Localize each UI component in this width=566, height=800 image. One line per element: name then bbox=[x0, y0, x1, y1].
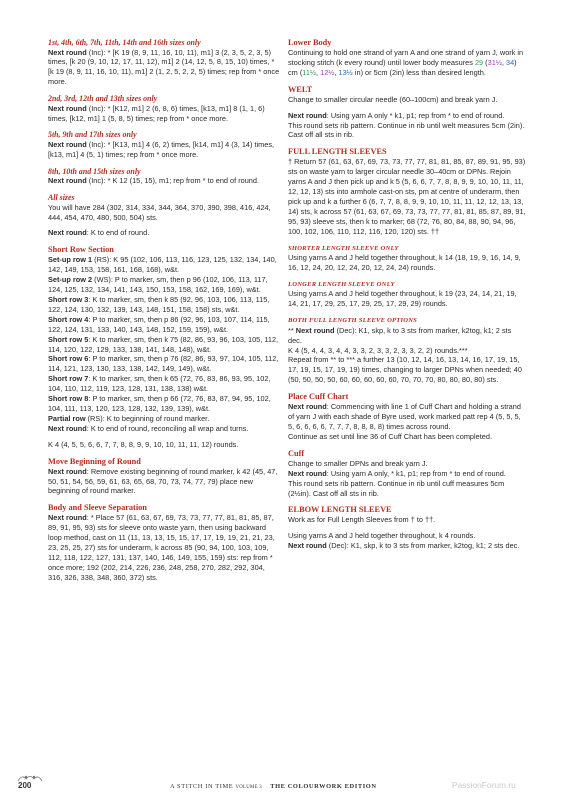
round-label: Next round bbox=[288, 110, 327, 120]
size-measure-green: 11½ bbox=[302, 67, 317, 77]
sizes-heading: 2nd, 3rd, 12th and 13th sizes only bbox=[48, 94, 158, 104]
instruction: Next round (Inc): * K 12 (15, 15), m1; rep from * to end of round. bbox=[48, 176, 260, 186]
sizes-group-2 bbox=[48, 94, 280, 123]
instruction: Next round: Remove existing beginning of round marker, k 42 (45, 47, 50, 51, 54, 56, 59, 61, 63, 65, 68, 70, 73, 74, 77, 79) place new beginning of round marker. bbox=[48, 466, 278, 496]
instruction: Next round: * Place 57 (61, 63, 67, 69, 73, 73, 77, 77, 81, 81, 85, 87, 89, 91, 95, 93) sts for sleeve onto waste yarn, then using backward loop method, cast on 11 (11, 13, 13, 15, 15, 17, 17, 19, 19, 21, 21, 23, 23, 25, 25, 27) sts for underarm, k across 85 (90, 94, 100, 103, 109, 112, 118, 122, 127, 131, 137, 140, 146, 149, 155, 159) sts: rep from * once more; 192 (202, 214, 226, 236, 248, 258, 270, 282, 292, 304, 316, 326, 338, 348, 360, 372) sts. bbox=[48, 513, 275, 582]
row-label: Short row 7 bbox=[48, 374, 89, 384]
page-number: 200 bbox=[18, 781, 32, 790]
short-row-section bbox=[48, 245, 280, 449]
place-cuff-chart-section bbox=[288, 392, 526, 442]
round-label: Next round bbox=[288, 402, 327, 412]
instruction: Next round: Using yarn A only * k1, p1; rep from * to end of round. bbox=[288, 110, 505, 120]
site-watermark: PassionForum.ru bbox=[452, 780, 516, 790]
move-beginning-section bbox=[48, 457, 280, 497]
section-heading: Short Row Section bbox=[48, 245, 114, 255]
sizes-group-1 bbox=[48, 38, 280, 87]
row-label: Short row 5 bbox=[48, 334, 89, 344]
instruction: Set-up row 1 (RS): K 95 (102, 106, 113, 116, 123, 125, 132, 134, 140, 142, 149, 153, 158, 161, 168, 168), w&t. bbox=[48, 255, 277, 275]
welt-section bbox=[288, 85, 526, 141]
right-column bbox=[288, 38, 526, 558]
instruction: Next round: K to end of round. bbox=[48, 228, 150, 238]
row-label: Set-up row 1 bbox=[48, 255, 93, 265]
row-label: Short row 8 bbox=[48, 394, 89, 404]
section-heading: FULL LENGTH SLEEVES bbox=[288, 147, 387, 157]
size-measure-blue: 34 bbox=[506, 57, 515, 67]
full-length-sleeves-section bbox=[288, 147, 526, 236]
instruction: Using yarns A and J held together throughout, k 14 (18, 19, 9, 16, 14, 9, 16, 12, 24, 20, 12, 24, 20, 12, 24, 24) rounds. bbox=[288, 253, 521, 272]
elbow-length-sleeve-section bbox=[288, 505, 526, 551]
instruction: Short row 8: P to marker, sm, then p 66 (72, 76, 83, 87, 94, 95, 102, 104, 111, 113, 120, 123, 128, 132, 139, 139), w&t. bbox=[48, 394, 271, 413]
row-label: Partial row bbox=[48, 413, 86, 423]
instruction: Next round (Inc): * [K 19 (8, 9, 11, 16, 10, 11), m1] 3 (2, 3, 5, 2, 3, 5) times, [k 20 (9, 10, 12, 17, 11, 12), m1] 2 (14, 12, 5, 8, 15, 10) times, * [k 19 (8, 9, 11, 16, 10, 11), m1] 2 (1, 2, 5, 2, 2, 5) times; rep from * once more. bbox=[48, 47, 280, 87]
body-sleeve-separation-section bbox=[48, 503, 280, 582]
instruction: Short row 7: K to marker, sm, then k 65 (72, 76, 83, 86, 93, 95, 102, 104, 110, 112, 119, 123, 128, 131, 138, 138) w&t. bbox=[48, 374, 271, 394]
instruction: K 4 (4, 5, 5, 6, 6, 7, 7, 8, 8, 9, 9, 10, 10, 11, 11, 12) rounds. bbox=[48, 439, 239, 449]
lower-body-section bbox=[288, 38, 526, 78]
instruction: Continuing to hold one strand of yarn A and one strand of yarn J, work in stocking stitch (k every round) until lower body measures 29 (31½, 34) cm (11½, 12½, 13½ in) or 5cm (2in) less than desired length. bbox=[288, 48, 524, 77]
section-heading: ELBOW LENGTH SLEEVE bbox=[288, 505, 392, 515]
publication-title bbox=[170, 783, 377, 790]
instruction: Short row 3: K to marker, sm, then k 85 (92, 96, 103, 106, 113, 115, 122, 124, 130, 132, 139, 143, 148, 151, 158, 158) sts, w&t. bbox=[48, 295, 270, 314]
book-title: A STITCH IN TIME bbox=[170, 783, 234, 790]
subsection-heading: SHORTER LENGTH SLEEVE ONLY bbox=[288, 244, 399, 252]
section-heading: Body and Sleeve Separation bbox=[48, 503, 147, 513]
row-label: Set-up row 2 bbox=[48, 275, 93, 285]
instruction: Next round: K to end of round, reconciling all wrap and turns. bbox=[48, 423, 249, 433]
round-label: Next round bbox=[295, 325, 335, 335]
row-label: Short row 3 bbox=[48, 295, 89, 304]
instruction: Partial row (RS): K to beginning of round marker. bbox=[48, 413, 210, 423]
size-measure-blue: 13½ bbox=[338, 67, 353, 77]
instruction: ** Next round (Dec): K1, skp, k to 3 sts from marker, k2tog, k1; 2 sts dec. bbox=[288, 325, 512, 345]
size-measure-purple: 31½ bbox=[487, 57, 502, 67]
instruction: Next round (Inc): * [K13, m1] 4 (6, 2) times, [k14, m1] 4 (3, 14) times, [k13, m1] 4 (5, 1) times; rep from * once more. bbox=[48, 139, 275, 159]
round-label: Next round bbox=[288, 468, 327, 478]
instruction: Using yarns A and J held together throughout, k 4 rounds. bbox=[288, 531, 476, 541]
sizes-group-4 bbox=[48, 167, 280, 186]
instruction: You will have 284 (302, 314, 334, 344, 364, 370, 390, 398, 416, 424, 444, 454, 470, 480, 500, 504) sts. bbox=[48, 202, 271, 222]
round-label: Next round bbox=[48, 103, 87, 113]
sizes-heading: 5th, 9th and 17th sizes only bbox=[48, 130, 137, 140]
round-label: Next round bbox=[48, 139, 87, 149]
instruction: Using yarns A and J held together throughout, k 19 (23, 24, 14, 21, 19, 14, 21, 17, 29, 25, 17, 29, 25, 17, 29, 29) rounds. bbox=[288, 289, 517, 309]
round-label: Next round bbox=[48, 47, 87, 57]
instruction: This round sets rib pattern. Continue in rib until welt measures 5cm (2in). Cast off all sts in rib. bbox=[288, 120, 525, 140]
section-heading: Place Cuff Chart bbox=[288, 392, 349, 402]
longer-length-sleeve-section bbox=[288, 280, 526, 309]
instruction: Short row 5: K to marker, sm, then k 75 (82, 86, 93, 96, 103, 105, 112, 114, 120, 122, 129, 133, 138, 141, 148, 148), w&t. bbox=[48, 334, 279, 354]
all-sizes-group bbox=[48, 193, 280, 238]
round-label: Next round bbox=[288, 541, 327, 551]
instruction: Work as for Full Length Sleeves from † to ††. bbox=[288, 515, 436, 525]
instruction: Repeat from ** to *** a further 13 (10, 12, 14, 16, 13, 14, 16, 17, 19, 15, 17, 19, 15, 17, 19, 19) times, changing to larger DPNs when needed; 40 (50, 50, 50, 50, 60, 60, 60, 60, 60, 70, 70, 70, 80, 80, 80, 80) sts. bbox=[288, 355, 522, 385]
row-label: Short row 4 bbox=[48, 314, 89, 324]
instruction: † Return 57 (61, 63, 67, 69, 73, 73, 77, 77, 81, 81, 85, 87, 89, 91, 95, 93) sts on waste yarn to larger circular needle 30–40cm or DPNs. Rejoin yarns A and J then pick up and k 5 (5, 6, 6, 7, 7, 8, 8, 9, 9, 10, 10, 11, 11, 12, 12, 13) sts into armhole cast-on sts, pm at centre of underarm, then pick up and k a further 6 (6, 7, 7, 8, 8, 9, 9, 10, 10, 11, 11, 12, 12, 13, 13, 14) sts, k across 57 (61, 63, 67, 69, 73, 73, 77, 77, 81, 81, 85, 87, 89, 91, 95, 93) sleeve sts, then k to marker; 68 (72, 76, 80, 84, 88, 90, 94, 96, 100, 102, 106, 110, 112, 116, 120, 120) sts. †† bbox=[288, 157, 526, 236]
sizes-heading: 1st, 4th, 6th, 7th, 11th, 14th and 16th sizes only bbox=[48, 38, 201, 47]
round-label: Next round bbox=[48, 466, 87, 476]
sizes-heading: 8th, 10th and 15th sizes only bbox=[48, 166, 141, 176]
section-heading: Move Beginning of Round bbox=[48, 456, 141, 466]
cuff-section bbox=[288, 449, 526, 499]
round-label: Next round bbox=[48, 513, 87, 523]
left-column bbox=[48, 38, 280, 590]
volume-label: VOLUME 3 bbox=[235, 785, 262, 790]
size-measure-green: 29 bbox=[474, 57, 484, 67]
subsection-heading: BOTH FULL LENGTH SLEEVE OPTIONS bbox=[288, 317, 418, 325]
instruction: Continue as set until line 36 of Cuff Chart has been completed. bbox=[288, 431, 492, 441]
instruction: Short row 6: P to marker, sm, then p 76 (82, 86, 93, 97, 104, 105, 112, 114, 121, 123, 130, 133, 138, 142, 149, 149), w&t. bbox=[48, 354, 279, 374]
instruction: Short row 4: P to marker, sm, then p 86 (92, 96, 103, 107, 114, 115, 122, 124, 131, 133, 140, 143, 148, 152, 159, 159), w&t. bbox=[48, 314, 270, 334]
both-full-length-section bbox=[288, 316, 526, 385]
instruction: Change to smaller circular needle (60–100cm) and break yarn J. bbox=[288, 94, 498, 104]
shorter-length-sleeve-section bbox=[288, 244, 526, 273]
row-label: Short row 6 bbox=[48, 354, 89, 364]
instruction: This round sets rib pattern. Continue in rib until cuff measures 5cm (2½in). Cast off all sts in rib. bbox=[288, 478, 505, 498]
section-heading: Lower Body bbox=[288, 38, 332, 47]
sizes-group-3 bbox=[48, 130, 280, 159]
section-heading: Cuff bbox=[288, 448, 305, 458]
instruction: Next round (Dec): K1, skp, k to 3 sts from marker, k2tog, k1; 2 sts dec. bbox=[288, 541, 520, 551]
instruction: K 4 (5, 4, 4, 3, 4, 4, 3, 3, 2, 3, 3, 2, 3, 3, 2, 2) rounds.*** bbox=[288, 345, 468, 355]
instruction: Next round (Inc): * [K12, m1] 2 (6, 8, 6) times, [k13, m1] 8 (1, 1, 6) times, [k12, m1] 1 (5, 8, 5) times; rep from * once more. bbox=[48, 103, 265, 123]
instruction: Next round: Using yarn A only, * k1, p1; rep from * to end of round. bbox=[288, 468, 506, 478]
size-measure-purple: 12½ bbox=[320, 67, 335, 77]
instruction: Set-up row 2 (WS): P to marker, sm, then p 96 (102, 106, 113, 117, 124, 125, 132, 134, 141, 143, 150, 153, 158, 162, 169, 169), w&t. bbox=[48, 275, 268, 295]
round-label: Next round bbox=[48, 423, 87, 433]
sizes-heading: All sizes bbox=[48, 193, 75, 203]
section-heading: WELT bbox=[288, 84, 313, 94]
round-label: Next round bbox=[48, 176, 87, 186]
round-label: Next round bbox=[48, 228, 87, 238]
subsection-heading: LONGER LENGTH SLEEVE ONLY bbox=[288, 280, 395, 288]
instruction: Next round: Commencing with line 1 of Cuff Chart and holding a strand of yarn J with each shade of Byre used, work marked patt rep 4 (5, 5, 5, 5, 6, 6, 6, 6, 7, 7, 7, 8, 8, 8, 8) times across round. bbox=[288, 402, 521, 431]
edition-label: THE COLOURWORK EDITION bbox=[270, 783, 377, 790]
instruction: Change to smaller DPNs and break yarn J. bbox=[288, 458, 428, 468]
